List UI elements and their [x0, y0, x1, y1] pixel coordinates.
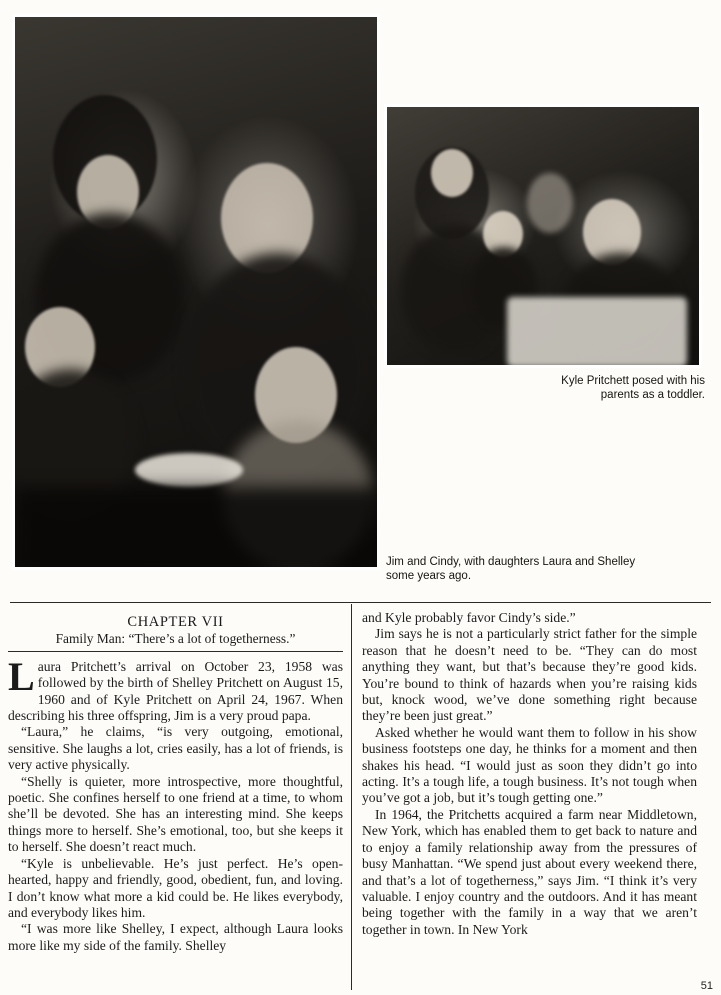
paragraph: Jim says he is not a particularly strict father for the simple reason that he doesn’t need to be. “They can do most anything they want, but that’s because they’re good kids. You’re bound to think of hazards when you’re raising kids but, knock wood, we’ve done something right because they’re been just great.”	[362, 626, 697, 724]
header-rule	[8, 651, 343, 652]
paragraph: “I was more like Shelley, I expect, although Laura looks more like my side of the family. Shelley	[8, 921, 343, 953]
page-number: 51	[700, 980, 713, 992]
paragraph: “Shelly is quieter, more introspective, more thoughtful, poetic. She confines herself to one friend at a time, to whom she’ll be devoted. She has an interesting mind. She keeps things more to herself. She’s emotional, too, but she keeps it to herself. She doesn’t react much.	[8, 773, 343, 855]
paragraph: and Kyle probably favor Cindy’s side.”	[362, 610, 576, 625]
paragraph: “Kyle is unbelievable. He’s just perfect. He’s open-hearted, happy and friendly, good, obedient, fun, and loving. I don’t know what more a kid could be. He likes everybody, and everybody likes him.	[8, 855, 343, 920]
photo-family-inset	[384, 104, 702, 368]
paragraph: Asked whether he would want them to follow in his show business footsteps one day, he thinks for a moment and then shakes his head. “I would just as soon they didn’t go into acting. It’s a tough life, a tough business. It’s not tough when you’ve got a job, but it’s tough getting one.”	[362, 724, 697, 806]
column-divider	[351, 604, 352, 990]
chapter-title: CHAPTER VII	[127, 614, 224, 630]
photo-inset-caption: Kyle Pritchett posed with his parents as a toddler.	[561, 375, 705, 401]
text-column-left	[8, 610, 343, 954]
paragraph: “Laura,” he claims, “is very outgoing, emotional, sensitive. She laughs a lot, cries easily, has a lot of friends, is very active physically.	[8, 724, 343, 773]
text-column-right	[362, 610, 697, 938]
paragraph: Laura Pritchett’s arrival on October 23, 1958 was followed by the birth of Shelley Pritchett on August 15, 1960 and of Kyle Pritchett on April 24, 1967. When describing his three offspring, Jim is a very proud papa.	[8, 653, 343, 724]
photo-family-main	[12, 14, 380, 570]
chapter-subtitle: Family Man: “There’s a lot of togetherness.”	[55, 631, 296, 647]
paragraph: In 1964, the Pritchetts acquired a farm near Middletown, New York, which has enabled them to get back to nature and to enjoy a family relationship away from the pressures of busy Manhattan. “We spend just about every weekend there, and that’s a lot of togetherness,” says Jim. “I think it’s very valuable. I enjoy country and the outdoors. And it has meant being together with the family in a way that we aren’t together in town. In New York	[362, 806, 697, 937]
photo-main-caption: Jim and Cindy, with daughters Laura and Shelley some years ago.	[386, 556, 636, 582]
horizontal-rule	[10, 602, 711, 603]
